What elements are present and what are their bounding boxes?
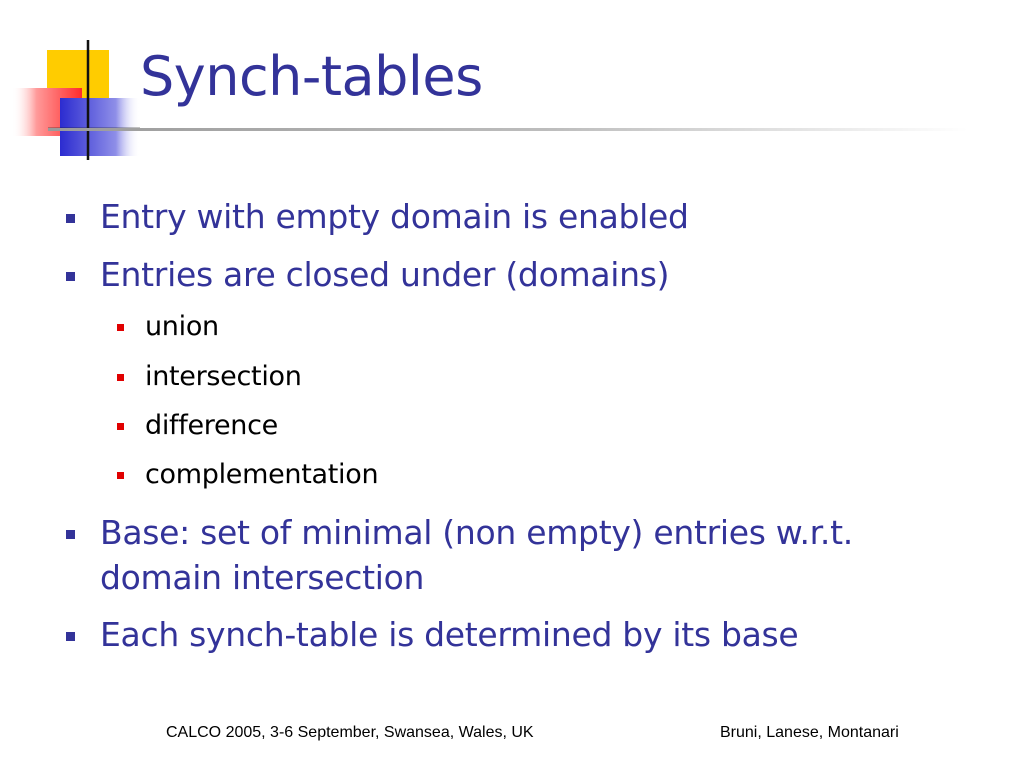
sub-bullet-square-icon [117,324,124,331]
sub-bullet-square-icon [117,472,124,479]
slide-logo-graphic [0,0,150,170]
title-divider [48,128,968,131]
bullet-text: Entry with empty domain is enabled [100,197,689,236]
logo-blue-square [60,98,140,156]
sub-bullet-text: intersection [145,361,302,392]
bullet-text: Entries are closed under (domains) [100,255,670,294]
bullet-square-icon [66,632,75,641]
sub-bullet-text: complementation [145,459,379,490]
sub-bullet-square-icon [117,423,124,430]
footer-authors: Bruni, Lanese, Montanari [720,724,899,741]
bullet-text: Base: set of minimal (non empty) entries w.r.t. [100,513,853,552]
slide-title: Synch-tables [140,45,483,108]
sub-bullet-text: difference [145,410,278,441]
bullet-square-icon [66,214,75,223]
sub-bullet-text: union [145,311,219,342]
footer-event: CALCO 2005, 3-6 September, Swansea, Wales, UK [166,724,534,741]
sub-bullet-square-icon [117,374,124,381]
bullet-square-icon [66,272,75,281]
bullet-text: Each synch-table is determined by its base [100,615,799,654]
bullet-text-continuation: domain intersection [100,558,425,597]
bullet-square-icon [66,530,75,539]
